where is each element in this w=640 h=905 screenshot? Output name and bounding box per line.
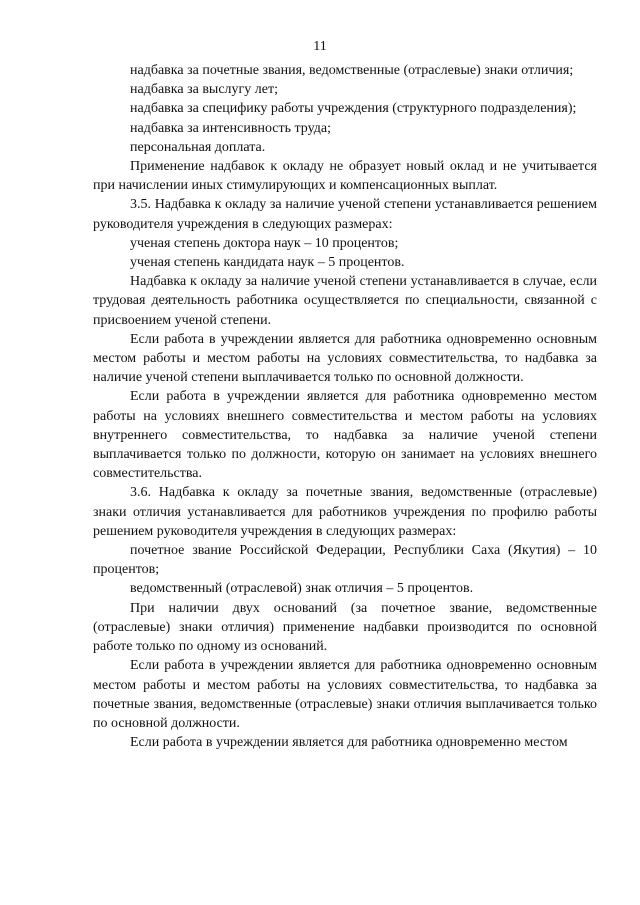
paragraph: 3.6. Надбавка к окладу за почетные звания, ведомственные (отраслевые) знаки отличия устанавливается для работников учреждения по профилю работы решением руководителя учреждения в следующих размерах: [93, 485, 597, 539]
paragraph: почетное звание Российской Федерации, Республики Саха (Якутия) – 10 процентов; [93, 543, 597, 578]
paragraph: ученая степень кандидата наук – 5 процентов. [130, 255, 405, 271]
paragraph: Применение надбавок к окладу не образует новый оклад и не учитывается при начислении иных стимулирующих и компенсационных выплат. [93, 159, 597, 194]
paragraph-last: Если работа в учреждении является для работника одновременно местом [130, 735, 568, 751]
paragraph: ведомственный (отраслевой) знак отличия – 5 процентов. [130, 581, 474, 597]
page-number: 11 [313, 39, 327, 54]
paragraph: надбавка за почетные звания, ведомственные (отраслевые) знаки отличия; [130, 63, 574, 78]
paragraph: При наличии двух оснований (за почетное звание, ведомственные (отраслевые) знаки отличия) применение надбавки производится по основной работе только по одному из оснований. [93, 600, 597, 655]
paragraph: надбавка за интенсивность труда; [130, 120, 331, 136]
paragraph: Если работа в учреждении является для работника одновременно основным местом работы и местом работы на условиях совместительства, то надбавка за почетные звания, ведомственные (отраслевые) знаки отличия выплачивается только по основной должности. [93, 658, 597, 731]
paragraph: персональная доплата. [130, 139, 266, 155]
document-body [93, 61, 597, 752]
paragraph: ученая степень доктора наук – 10 процентов; [130, 235, 399, 251]
paragraph: Если работа в учреждении является для работника одновременно основным местом работы и местом работы на условиях совместительства, то надбавка за наличие ученой степени выплачивается только по основной должности. [93, 331, 597, 386]
paragraph: Надбавка к окладу за наличие ученой степени устанавливается в случае, если трудовая деятельность работника осуществляется по специальности, связанной с присвоением ученой степени. [93, 274, 597, 328]
paragraph: надбавка за выслугу лет; [130, 82, 278, 98]
paragraph: 3.5. Надбавка к окладу за наличие ученой степени устанавливается решением руководителя учреждения в следующих размерах: [93, 197, 597, 232]
paragraph: Если работа в учреждении является для работника одновременно местом работы на условиях внешнего совместительства и местом работы на условиях внутреннего совместительства, то надбавка за наличие ученой степени выплачивается только по должности, которую он занимает на условиях внешнего совместительства. [93, 389, 597, 482]
paragraph: надбавка за специфику работы учреждения (структурного подразделения); [130, 101, 577, 117]
